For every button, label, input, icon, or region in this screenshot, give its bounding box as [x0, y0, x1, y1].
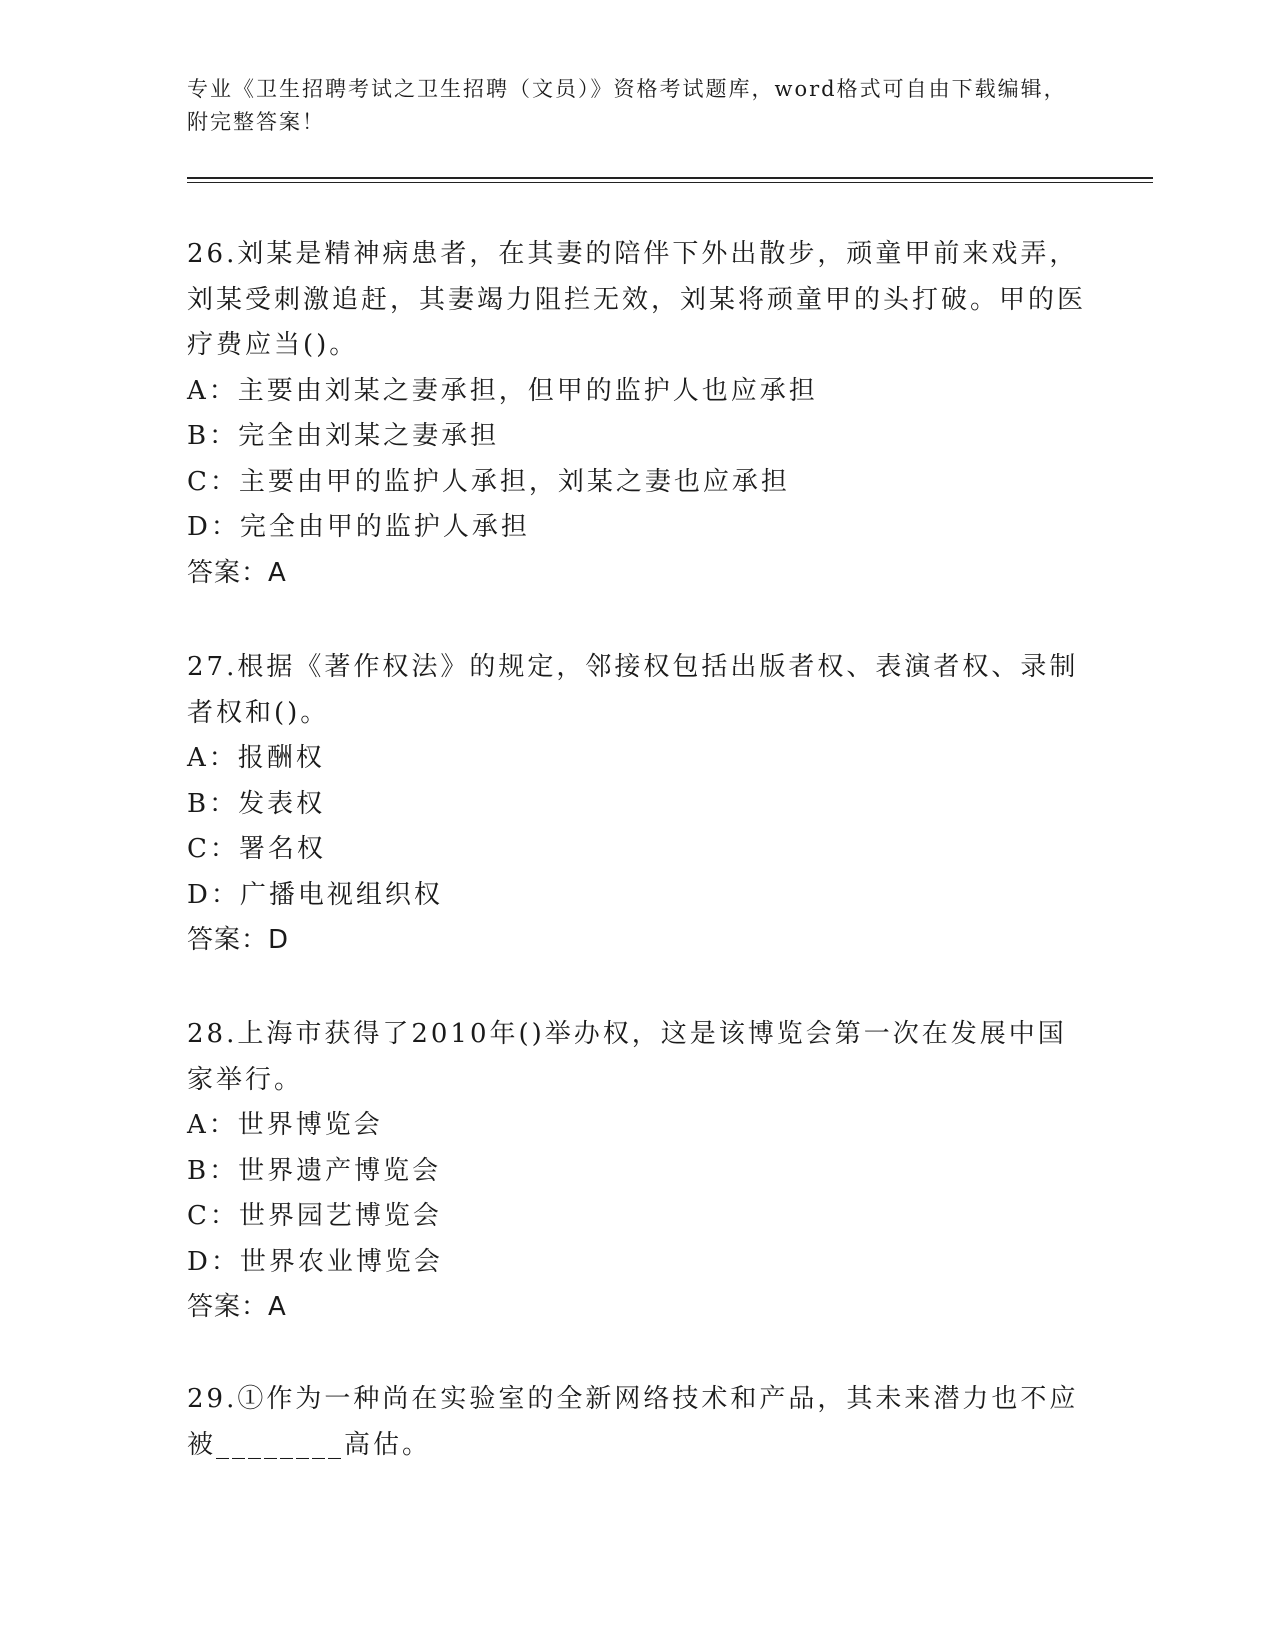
option-a: A：报酬权 — [187, 743, 325, 773]
document-header-note: 专业《卫生招聘考试之卫生招聘（文员）》资格考试题库，word格式可自由下载编辑，附完整答案！ — [187, 77, 1067, 134]
option-c: C：署名权 — [187, 834, 326, 864]
option-d: D：完全由甲的监护人承担 — [187, 512, 530, 542]
question-stem: 28.上海市获得了2010年()举办权，这是该博览会第一次在发展中国家举行。 — [187, 1019, 1067, 1095]
option-b: B：世界遗产博览会 — [187, 1155, 442, 1186]
option-d: D：广播电视组织权 — [187, 879, 443, 910]
option-a: A：主要由刘某之妻承担，但甲的监护人也应承担 — [187, 375, 818, 406]
answer: 答案：A — [187, 1292, 287, 1322]
question-stem: 27.根据《著作权法》的规定，邻接权包括出版者权、表演者权、录制者权和()。 — [187, 652, 1079, 728]
header-divider-thin — [187, 182, 1153, 183]
question-27 — [187, 645, 1087, 964]
question-stem: 29.①作为一种尚在实验室的全新网络技术和产品，其未来潜力也不应被________高估。 — [187, 1384, 1079, 1460]
answer: 答案：A — [187, 557, 287, 588]
option-b: B：发表权 — [187, 788, 326, 819]
option-c: C：主要由甲的监护人承担，刘某之妻也应承担 — [187, 466, 790, 497]
option-b: B：完全由刘某之妻承担 — [187, 421, 500, 451]
header-divider — [187, 177, 1153, 179]
question-29 — [187, 1377, 1087, 1468]
question-26 — [187, 232, 1087, 596]
option-a: A：世界博览会 — [187, 1110, 383, 1140]
question-stem: 26.刘某是精神病患者，在其妻的陪伴下外出散步，顽童甲前来戏弄，刘某受刺激追赶，其妻竭力阻拦无效，刘某将顽童甲的头打破。甲的医疗费应当()。 — [187, 239, 1087, 360]
option-d: D：世界农业博览会 — [187, 1246, 443, 1277]
option-c: C：世界园艺博览会 — [187, 1201, 442, 1231]
question-28 — [187, 1012, 1087, 1331]
answer: 答案：D — [187, 925, 290, 955]
